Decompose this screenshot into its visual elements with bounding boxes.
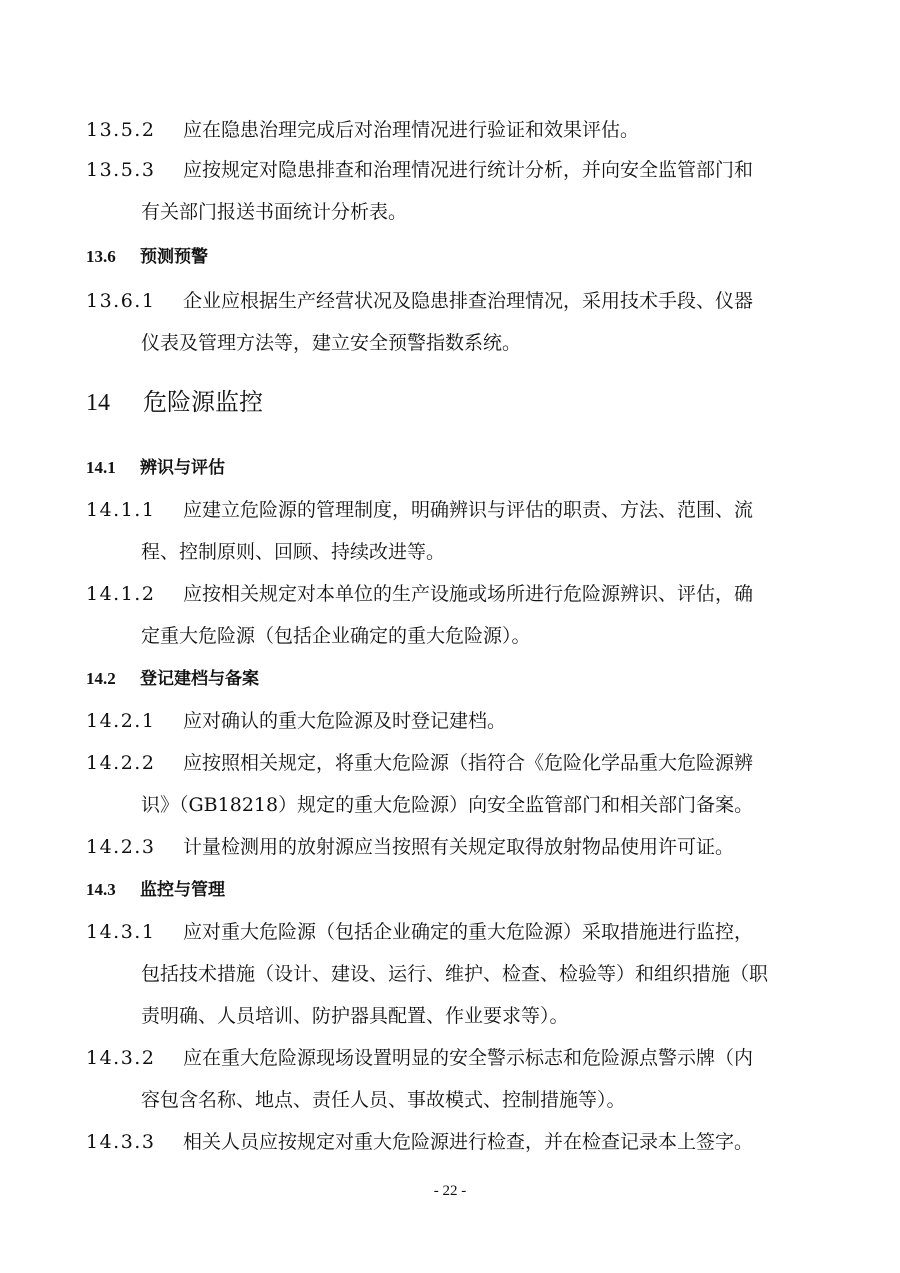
section-heading-14-2 xyxy=(86,664,259,694)
section-title: 监控与管理 xyxy=(140,880,225,900)
section-heading-14-3 xyxy=(86,875,225,905)
section-number: 14.3 xyxy=(86,880,116,899)
clause-text: 应在重大危险源现场设置明显的安全警示标志和危险源点警示牌（内 xyxy=(183,1047,754,1069)
clause-text: 相关人员应按规定对重大危险源进行检查，并在检查记录本上签字。 xyxy=(183,1131,754,1153)
clause-number: 14.1.1 xyxy=(86,499,156,521)
section-title: 辨识与评估 xyxy=(140,458,225,478)
section-heading-14-1 xyxy=(86,453,225,483)
clause-text: 有关部门报送书面统计分析表。 xyxy=(141,201,408,223)
section-number: 13.6 xyxy=(86,247,116,266)
page-number: - 22 - xyxy=(433,1183,467,1199)
clause-text: 应对重大危险源（包括企业确定的重大危险源）采取措施进行监控， xyxy=(183,921,754,943)
clause-text: 应对确认的重大危险源及时登记建档。 xyxy=(183,710,507,732)
clause-text: 责明确、人员培训、防护器具配置、作业要求等）。 xyxy=(141,1005,569,1027)
clause-text: 包括技术措施（设计、建设、运行、维护、检查、检验等）和组织措施（职 xyxy=(141,963,769,985)
clause-text: 应按规定对隐患排查和治理情况进行统计分析，并向安全监管部门和 xyxy=(183,159,754,181)
section-title: 登记建档与备案 xyxy=(140,669,259,689)
chapter-number: 14 xyxy=(86,390,110,416)
section-title: 预测预警 xyxy=(140,247,208,267)
clause-text: 企业应根据生产经营状况及隐患排查治理情况，采用技术手段、仪器 xyxy=(183,290,754,312)
clause-text: 应按相关规定对本单位的生产设施或场所进行危险源辨识、评估，确 xyxy=(183,583,754,605)
clause-text: 定重大危险源（包括企业确定的重大危险源）。 xyxy=(141,625,531,647)
clause-number: 13.6.1 xyxy=(86,290,156,312)
section-number: 14.1 xyxy=(86,458,116,477)
clause-text: 应按照相关规定，将重大危险源（指符合《危险化学品重大危险源辨 xyxy=(183,752,754,774)
section-heading-13-6 xyxy=(86,242,208,272)
section-number: 14.2 xyxy=(86,669,116,688)
clause-number: 14.2.1 xyxy=(86,710,156,732)
clause-text: 计量检测用的放射源应当按照有关规定取得放射物品使用许可证。 xyxy=(183,836,735,858)
clause-text: 程、控制原则、回顾、持续改进等。 xyxy=(141,541,446,563)
clause-number: 13.5.2 xyxy=(86,119,156,141)
clause-text: 识》（GB18218）规定的重大危险源）向安全监管部门和相关部门备案。 xyxy=(141,794,754,816)
clause-text: 应在隐患治理完成后对治理情况进行验证和效果评估。 xyxy=(183,119,640,141)
clause-text: 应建立危险源的管理制度，明确辨识与评估的职责、方法、范围、流 xyxy=(183,499,754,521)
clause-number: 14.3.3 xyxy=(86,1131,156,1153)
clause-text: 仪表及管理方法等，建立安全预警指数系统。 xyxy=(141,332,522,354)
chapter-heading-14 xyxy=(86,384,263,420)
clause-number: 14.3.1 xyxy=(86,921,156,943)
clause-number: 14.1.2 xyxy=(86,583,156,605)
clause-number: 14.3.2 xyxy=(86,1047,156,1069)
clause-number: 13.5.3 xyxy=(86,159,156,181)
clause-number: 14.2.2 xyxy=(86,752,156,774)
clause-text: 容包含名称、地点、责任人员、事故模式、控制措施等）。 xyxy=(141,1089,626,1111)
clause-number: 14.2.3 xyxy=(86,836,156,858)
chapter-title: 危险源监控 xyxy=(143,388,263,416)
